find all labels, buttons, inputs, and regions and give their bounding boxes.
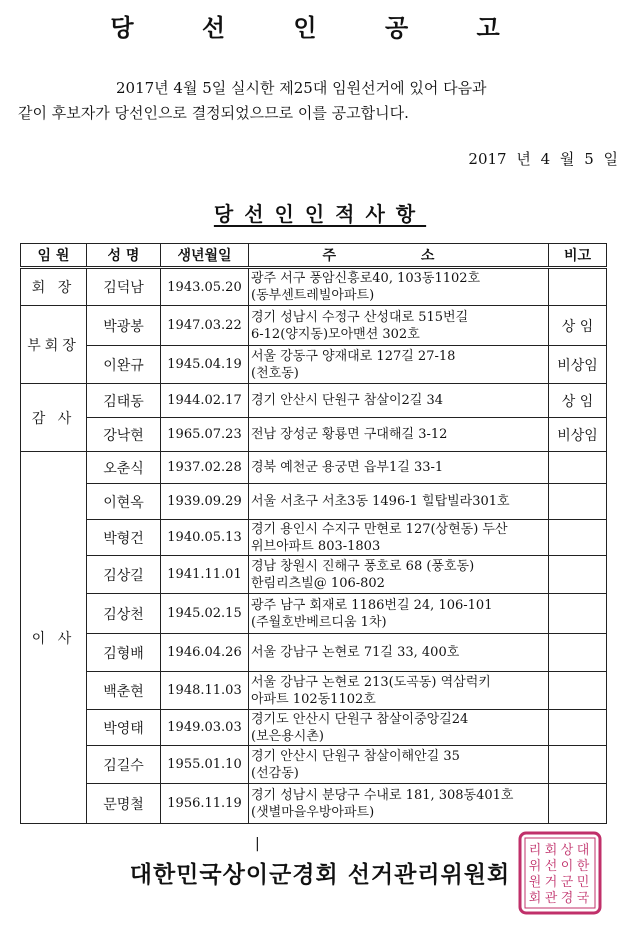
official-seal-stamp <box>517 830 603 916</box>
address-line-1: 서울 서초구 서초3동 1496-1 힐탑빌라301호 <box>251 494 510 509</box>
name-cell: 박형건 <box>87 520 161 556</box>
address-line-2: (보은용시촌) <box>251 728 324 744</box>
table-row <box>21 484 607 520</box>
table-row <box>21 594 607 634</box>
birthdate-cell: 1955.01.10 <box>161 746 249 784</box>
address-line-1: 서울 강동구 양재대로 127길 27-18 <box>251 348 456 364</box>
name-cell: 김태동 <box>87 384 161 418</box>
address-line-1: 경기 안산시 단원구 참살이2길 34 <box>251 393 444 408</box>
birthdate-cell: 1949.03.03 <box>161 710 249 746</box>
address-cell <box>249 672 549 710</box>
address-line-1: 광주 서구 풍암신흥로40, 103동1102호 <box>251 271 481 286</box>
birthdate-cell: 1945.04.19 <box>161 346 249 384</box>
announcement-line-1: 2017년 4월 5일 실시한 제25대 임원선거에 있어 다음과 <box>116 79 487 97</box>
page-title: 당 선 인 공 고 <box>110 13 530 42</box>
position-cell: 부회장 <box>21 306 87 384</box>
name-cell: 이현옥 <box>87 484 161 520</box>
header-remark: 비고 <box>549 244 607 268</box>
position-cell: 감 사 <box>21 384 87 452</box>
address-line-1: 경남 창원시 진해구 풍호로 68 (풍호동) <box>251 558 475 574</box>
remark-cell <box>549 784 607 824</box>
address-line-2: 위브아파트 803-1803 <box>251 538 381 554</box>
name-cell: 오춘식 <box>87 452 161 484</box>
header-address: 주 소 <box>249 244 549 268</box>
address-line-2: (선감동) <box>251 765 299 781</box>
address-line-1: 경북 예천군 용궁면 읍부1길 33-1 <box>251 460 444 475</box>
address-cell <box>249 634 549 672</box>
remark-cell <box>549 672 607 710</box>
birthdate-cell: 1946.04.26 <box>161 634 249 672</box>
seal-glyph: 위 <box>528 859 542 874</box>
announcement-text <box>18 76 630 126</box>
address-cell <box>249 556 549 594</box>
birthdate-cell: 1948.11.03 <box>161 672 249 710</box>
remark-cell <box>549 268 607 306</box>
seal-glyph: 한 <box>576 859 590 874</box>
birthdate-cell: 1945.02.15 <box>161 594 249 634</box>
address-line-1: 서울 강남구 논현로 71길 33, 400호 <box>251 645 460 660</box>
address-cell <box>249 710 549 746</box>
remark-cell <box>549 484 607 520</box>
table-row <box>21 452 607 484</box>
address-line-2: 한림리츠빌@ 106-802 <box>251 575 385 591</box>
announcement-date: 2017 년 4 월 5 일 <box>468 150 618 168</box>
organization-name: 대한민국상이군경회 선거관리위원회 <box>129 861 511 888</box>
address-line-2: (동부센트레빌아파트) <box>251 288 375 303</box>
address-cell <box>249 418 549 452</box>
birthdate-cell: 1940.05.13 <box>161 520 249 556</box>
table-row <box>21 384 607 418</box>
header-birthdate: 생년월일 <box>161 244 249 268</box>
seal-glyph: 거 <box>544 875 558 890</box>
seal-glyph: 경 <box>560 891 574 906</box>
birthdate-cell: 1965.07.23 <box>161 418 249 452</box>
address-line-2: (천호동) <box>251 365 299 381</box>
winners-table <box>20 243 607 824</box>
birthdate-cell: 1947.03.22 <box>161 306 249 346</box>
seal-glyph: 리 <box>528 843 542 858</box>
remark-cell <box>549 594 607 634</box>
seal-glyph: 원 <box>528 875 542 890</box>
name-cell: 문명철 <box>87 784 161 824</box>
birthdate-cell: 1956.11.19 <box>161 784 249 824</box>
position-cell: 이 사 <box>21 452 87 824</box>
table-row <box>21 418 607 452</box>
remark-cell <box>549 520 607 556</box>
remark-cell: 상 임 <box>549 306 607 346</box>
seal-glyph: 선 <box>544 859 558 874</box>
address-cell <box>249 268 549 306</box>
section-title <box>0 198 640 227</box>
remark-cell: 비상임 <box>549 418 607 452</box>
address-line-1: 경기 성남시 수정구 산성대로 515번길 <box>251 309 469 325</box>
address-line-1: 경기 성남시 분당구 수내로 181, 308동401호 <box>251 787 514 803</box>
table-row <box>21 306 607 346</box>
seal-glyph: 회 <box>544 843 558 858</box>
address-cell <box>249 746 549 784</box>
address-cell <box>249 452 549 484</box>
header-position: 임 원 <box>21 244 87 268</box>
name-cell: 강낙현 <box>87 418 161 452</box>
table-row <box>21 784 607 824</box>
table-row <box>21 634 607 672</box>
address-line-2: (샛별마을우방아파트) <box>251 804 375 820</box>
name-cell: 김상천 <box>87 594 161 634</box>
seal-glyphs <box>529 842 590 906</box>
name-cell: 백춘현 <box>87 672 161 710</box>
birthdate-cell: 1943.05.20 <box>161 268 249 306</box>
name-cell: 박영태 <box>87 710 161 746</box>
address-cell <box>249 306 549 346</box>
address-cell <box>249 384 549 418</box>
position-cell: 회 장 <box>21 268 87 306</box>
address-line-1: 경기 용인시 수지구 만현로 127(상현동) 두산 <box>251 521 508 537</box>
address-line-1: 서울 강남구 논현로 213(도곡동) 역삼럭키 <box>251 674 491 690</box>
table-row <box>21 556 607 594</box>
birthdate-cell: 1937.02.28 <box>161 452 249 484</box>
table-row <box>21 672 607 710</box>
birthdate-cell: 1939.09.29 <box>161 484 249 520</box>
address-cell <box>249 520 549 556</box>
seal-glyph: 회 <box>528 891 542 906</box>
table-row <box>21 746 607 784</box>
address-line-2: 6-12(양지동)모아맨션 302호 <box>251 326 420 342</box>
name-cell: 박광봉 <box>87 306 161 346</box>
address-line-1: 경기 안산시 단원구 참살이해안길 35 <box>251 748 460 764</box>
section-title-text: 당선인인적사항 <box>213 202 427 226</box>
address-cell <box>249 346 549 384</box>
table-row <box>21 710 607 746</box>
remark-cell <box>549 634 607 672</box>
remark-cell: 비상임 <box>549 346 607 384</box>
seal-glyph: 상 <box>560 843 574 858</box>
remark-cell <box>549 556 607 594</box>
address-line-1: 전남 장성군 황룡면 구대해길 3-12 <box>251 427 448 442</box>
birthdate-cell: 1944.02.17 <box>161 384 249 418</box>
birthdate-cell: 1941.11.01 <box>161 556 249 594</box>
seal-glyph: 국 <box>576 891 590 906</box>
name-cell: 이완규 <box>87 346 161 384</box>
address-cell <box>249 484 549 520</box>
table-header-row <box>21 244 607 268</box>
seal-glyph: 민 <box>576 875 590 890</box>
announcement-line-2: 같이 후보자가 당선인으로 결정되었으므로 이를 공고합니다. <box>18 104 409 122</box>
remark-cell <box>549 452 607 484</box>
table-row <box>21 520 607 556</box>
seal-glyph: 대 <box>576 843 590 858</box>
table-row <box>21 268 607 306</box>
name-cell: 김상길 <box>87 556 161 594</box>
separator-mark: | <box>255 836 260 852</box>
address-line-1: 경기도 안산시 단원구 참살이중앙길24 <box>251 711 469 727</box>
remark-cell <box>549 746 607 784</box>
remark-cell: 상 임 <box>549 384 607 418</box>
seal-glyph: 관 <box>544 891 558 906</box>
address-line-2: 아파트 102동1102호 <box>251 691 376 707</box>
header-name: 성 명 <box>87 244 161 268</box>
table-row <box>21 346 607 384</box>
address-cell <box>249 784 549 824</box>
table-body <box>21 268 607 824</box>
address-cell <box>249 594 549 634</box>
name-cell: 김길수 <box>87 746 161 784</box>
seal-glyph: 이 <box>560 859 574 874</box>
address-line-1: 광주 남구 회재로 1186번길 24, 106-101 <box>251 597 493 613</box>
name-cell: 김덕남 <box>87 268 161 306</box>
name-cell: 김형배 <box>87 634 161 672</box>
remark-cell <box>549 710 607 746</box>
seal-glyph: 군 <box>560 875 574 890</box>
address-line-2: (주월호반베르디움 1차) <box>251 614 387 630</box>
